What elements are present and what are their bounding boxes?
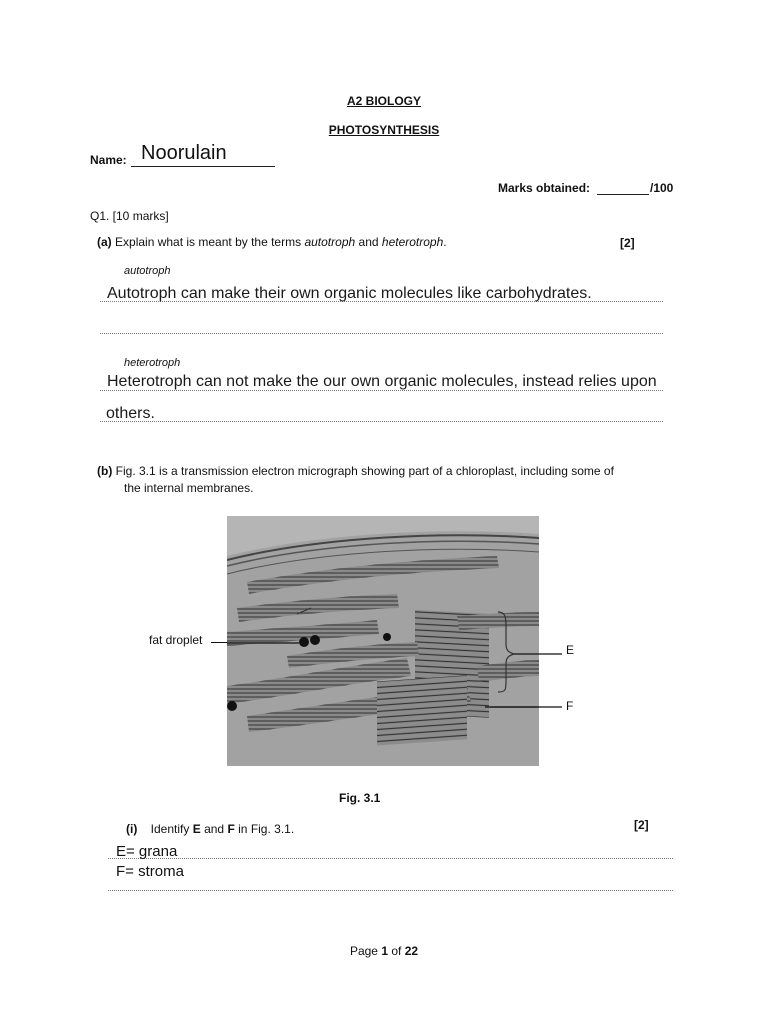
page-footer — [0, 944, 768, 958]
part-a-marks: [2] — [620, 236, 635, 250]
part-a-label: (a) — [97, 235, 112, 249]
answer-line — [108, 890, 673, 891]
footer-of-word: of — [391, 944, 402, 958]
marks-label: Marks obtained: — [498, 181, 591, 195]
name-label: Name: — [90, 153, 127, 167]
answer-line — [100, 333, 663, 334]
part-b-prompt-line2: the internal membranes. — [124, 481, 254, 495]
part-a-prompt-pre: Explain what is meant by the terms — [115, 235, 302, 249]
heterotroph-label: heterotroph — [124, 357, 181, 369]
question-title: Q1. [10 marks] — [90, 209, 169, 223]
part-a-term2: heterotroph — [381, 235, 444, 249]
name-field[interactable] — [131, 142, 275, 167]
footer-page-num: 1 — [381, 944, 388, 958]
e-bracket — [490, 608, 570, 718]
autotroph-answer[interactable]: Autotroph can make their own organic molecules like carbohydrates. — [107, 285, 592, 302]
footer-page-total: 22 — [404, 944, 419, 958]
part-b-prompt-text: Fig. 3.1 is a transmission electron micrograph showing part of a chloroplast, including some of — [115, 464, 614, 478]
part-b-label: (b) — [97, 464, 113, 478]
part-a-and: and — [358, 235, 379, 249]
part-a-term1: autotroph — [304, 235, 356, 249]
part-b-prompt-line1 — [97, 464, 614, 478]
name-value: Noorulain — [141, 142, 227, 164]
part-i-prompt-post: in Fig. 3.1. — [238, 822, 295, 836]
autotroph-label: autotroph — [124, 265, 171, 277]
heterotroph-answer-line2[interactable]: others. — [106, 405, 155, 422]
label-e: E — [566, 643, 575, 657]
marks-total: /100 — [650, 181, 674, 195]
marks-blank[interactable] — [597, 194, 649, 195]
answer-f[interactable]: F= stroma — [116, 863, 184, 880]
part-i-e: E — [192, 822, 201, 836]
answer-line — [108, 858, 673, 859]
figure-caption: Fig. 3.1 — [339, 791, 381, 805]
label-f: F — [566, 699, 574, 713]
fat-droplet-leader — [211, 642, 227, 643]
part-i-prompt — [126, 822, 294, 836]
part-i-prompt-pre: Identify — [150, 822, 190, 836]
answer-line — [100, 421, 663, 422]
part-a-prompt-end: . — [443, 235, 447, 249]
course-title: A2 BIOLOGY — [346, 94, 421, 108]
part-i-and: and — [204, 822, 225, 836]
part-i-label: (i) — [126, 822, 138, 836]
footer-page-word: Page — [349, 944, 378, 958]
answer-e[interactable]: E= grana — [116, 843, 178, 860]
part-i-marks: [2] — [634, 818, 649, 832]
fat-droplet-label: fat droplet — [149, 633, 203, 647]
heterotroph-answer-line1[interactable]: Heterotroph can not make the our own organic molecules, instead relies upon — [107, 373, 657, 390]
topic-title: PHOTOSYNTHESIS — [328, 123, 440, 137]
part-i-f: F — [227, 822, 235, 836]
part-a-prompt — [97, 235, 447, 249]
